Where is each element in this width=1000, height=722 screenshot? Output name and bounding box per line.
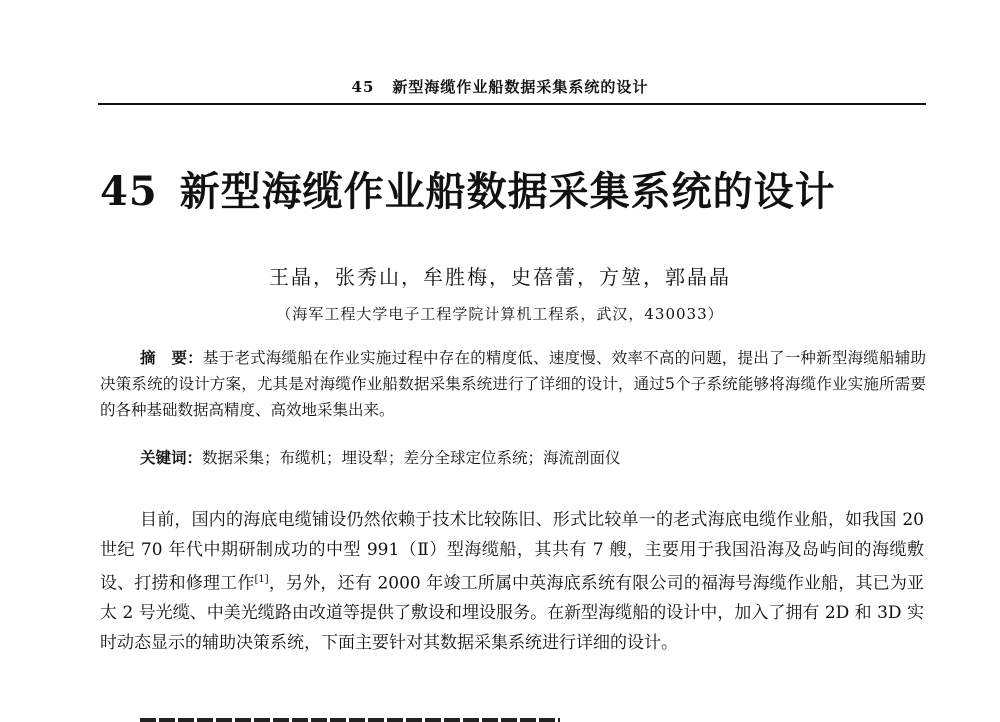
cut-off-section-heading — [140, 712, 560, 722]
body-text-part2: ，另外，还有 2000 年竣工所属中英海底系统有限公司的福海号海缆作业船，其已为亚太 2 号光缆、中美光缆路由改道等提供了敷设和埋设服务。在新型海缆船的设计中，加入了拥有 2D 和 3D 实时动态显示的辅助决策系统，下面主要针对其数据采集系统进行详细的设计。 — [100, 573, 925, 653]
running-header-number: 45 — [351, 78, 375, 96]
abstract — [100, 345, 926, 423]
abstract-text: 基于老式海缆船在作业实施过程中存在的精度低、速度慢、效率不高的问题，提出了一种新型海缆船辅助决策系统的设计方案，尤其是对海缆作业船数据采集系统进行了详细的设计，通过5个子系统能够将海缆作业实施所需要的各种基础数据高精度、高效地采集出来。 — [100, 349, 926, 419]
paper-title-text: 新型海缆作业船数据采集系统的设计 — [179, 168, 836, 215]
header-rule — [98, 103, 926, 105]
running-header — [0, 76, 1000, 97]
body-paragraph — [100, 506, 924, 658]
paper-number: 45 — [100, 168, 158, 215]
authors: 王晶，张秀山，牟胜梅，史蓓蕾，方堃，郭晶晶 — [269, 265, 731, 289]
affiliation: （海军工程大学电子工程学院计算机工程系，武汉，430033） — [276, 305, 724, 323]
keywords — [140, 446, 621, 468]
keywords-label: 关键词： — [140, 448, 203, 467]
paper-title — [100, 160, 836, 217]
reference-marker: [1] — [254, 574, 269, 585]
keywords-text: 数据采集；布缆机；埋设犁；差分全球定位系统；海流剖面仪 — [202, 449, 621, 467]
body-text-part1: 目前，国内的海底电缆铺设仍然依赖于技术比较陈旧、形式比较单一的老式海底电缆作业船，如我国 20 世纪 70 年代中期研制成功的中型 991（Ⅱ）型海缆船，其共有 7 艘，主要用于我国沿海及岛屿间的海缆敷设、打捞和修理工作 — [100, 510, 924, 594]
running-header-title: 新型海缆作业船数据采集系统的设计 — [392, 78, 649, 96]
abstract-label: 摘 要： — [140, 348, 203, 367]
